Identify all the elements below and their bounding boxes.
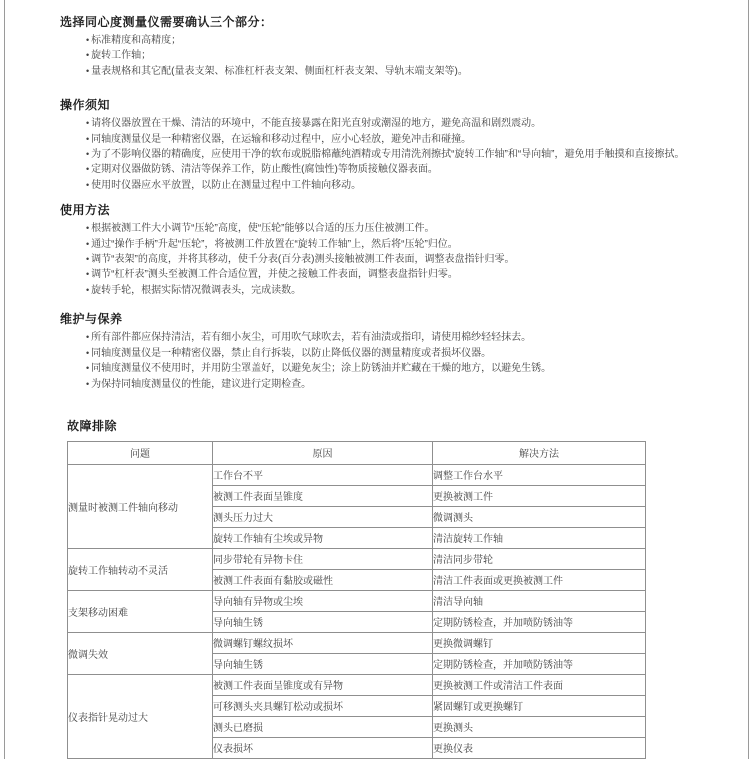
section-title: 选择同心度测量仪需要确认三个部分： [60, 15, 273, 29]
cause-cell: 可移测头夹具螺钉松动或损坏 [213, 695, 433, 716]
table-row [68, 548, 646, 569]
table-row [68, 632, 646, 653]
section-title: 使用方法 [60, 203, 111, 218]
cause-cell: 测头已磨损 [213, 716, 433, 737]
bullet-item: • 调节“表架”的高度，并将其移动，使千分表(百分表)测头接触被测工件表面，调整表盘指针归零。 [86, 252, 730, 267]
bullet-item: • 同轴度测量仪是一种精密仪器，在运输和移动过程中，应小心轻放，避免冲击和碰撞。 [86, 132, 730, 147]
cause-cell: 导向轴生锈 [213, 611, 433, 632]
solution-cell: 调整工作台水平 [433, 464, 646, 485]
bullet-item: • 同轴度测量仪是一种精密仪器，禁止自行拆装，以防止降低仪器的测量精度或者损坏仪器。 [86, 346, 730, 361]
solution-cell: 微调测头 [433, 506, 646, 527]
bullet-item: • 所有部件都应保持清洁，若有细小灰尘，可用吹气球吹去，若有油渍或指印，请使用棉纱轻轻抹去。 [86, 330, 730, 345]
bullet-item: • 旋转手轮，根据实际情况微调表头，完成读数。 [86, 283, 730, 298]
section-title: 操作须知 [60, 98, 111, 113]
table-header-row [68, 441, 646, 464]
cause-cell: 工作台不平 [213, 464, 433, 485]
bullet-item: • 通过“操作手柄”升起“压轮”，将被测工件放置在“旋转工作轴”上，然后将“压轮”归位。 [86, 237, 730, 252]
col-header-cause: 原因 [213, 441, 433, 464]
solution-cell: 更换测头 [433, 716, 646, 737]
bullet-list [60, 330, 730, 392]
col-header-problem: 问题 [68, 441, 213, 464]
section-usage [60, 202, 730, 298]
bullet-item: • 定期对仪器做防锈、清洁等保养工作，防止酸性(腐蚀性)等物质接触仪器表面。 [86, 162, 730, 177]
cause-cell: 导向轴有异物或尘埃 [213, 590, 433, 611]
bullet-item: • 调节“杠杆表”测头至被测工件合适位置，并使之接触工件表面，调整表盘指针归零。 [86, 267, 730, 282]
cause-cell: 微调螺钉螺纹损坏 [213, 632, 433, 653]
section-title: 故障排除 [67, 418, 118, 433]
table-row [68, 674, 646, 695]
col-header-solution: 解决方法 [433, 441, 646, 464]
section-operation-notes [60, 97, 730, 193]
troubleshooting-table [67, 441, 646, 759]
bullet-item: • 为保持同轴度测量仪的性能，建议进行定期检查。 [86, 377, 730, 392]
solution-cell: 更换被测工件 [433, 485, 646, 506]
solution-cell: 定期防锈检查，并加喷防锈油等 [433, 611, 646, 632]
bullet-item: • 量表规格和其它配(量表支架、标准杠杆表支架、侧面杠杆表支架、导轨末端支架等)。 [86, 64, 730, 79]
section-title: 维护与保养 [60, 312, 123, 327]
bullet-item: • 使用时仪器应水平放置，以防止在测量过程中工件轴向移动。 [86, 178, 730, 193]
bullet-item: • 标准精度和高精度； [86, 33, 730, 48]
problem-cell: 微调失效 [68, 632, 213, 674]
cause-cell: 旋转工作轴有尘埃或异物 [213, 527, 433, 548]
cause-cell: 同步带轮有异物卡住 [213, 548, 433, 569]
document-page [4, 0, 749, 759]
solution-cell: 清洁导向轴 [433, 590, 646, 611]
solution-cell: 定期防锈检查，并加喷防锈油等 [433, 653, 646, 674]
solution-cell: 更换被测工件或清洁工件表面 [433, 674, 646, 695]
problem-cell: 旋转工作轴转动不灵活 [68, 548, 213, 590]
solution-cell: 清洁工件表面或更换被测工件 [433, 569, 646, 590]
section-troubleshooting [67, 418, 730, 759]
bullet-item: • 为了不影响仪器的精确度，应使用干净的软布或脱脂棉蘸纯酒精或专用清洗剂擦拭“旋转工作轴”和“导向轴”，避免用手触摸和直接擦拭。 [86, 147, 730, 162]
section-maintenance [60, 311, 730, 392]
table-row [68, 464, 646, 485]
problem-cell: 测量时被测工件轴向移动 [68, 464, 213, 548]
document-content [5, 0, 748, 759]
bullet-item: • 根据被测工件大小调节“压轮”高度，使“压轮”能够以合适的压力压住被测工件。 [86, 221, 730, 236]
bullet-list [60, 116, 730, 193]
problem-cell: 仪表指针晃动过大 [68, 674, 213, 758]
problem-cell: 支架移动困难 [68, 590, 213, 632]
cause-cell: 导向轴生锈 [213, 653, 433, 674]
cause-cell: 被测工件表面呈锥度 [213, 485, 433, 506]
solution-cell: 清洁旋转工作轴 [433, 527, 646, 548]
solution-cell: 更换微调螺钉 [433, 632, 646, 653]
bullet-item: • 旋转工作轴； [86, 48, 730, 63]
solution-cell: 清洁同步带轮 [433, 548, 646, 569]
cause-cell: 仪表损坏 [213, 737, 433, 758]
cause-cell: 被测工件表面呈锥度或有异物 [213, 674, 433, 695]
section-selection [60, 14, 730, 79]
bullet-list [60, 221, 730, 298]
solution-cell: 更换仪表 [433, 737, 646, 758]
bullet-item: • 同轴度测量仪不使用时，并用防尘罩盖好，以避免灰尘；涂上防锈油并贮藏在干燥的地方，以避免生锈。 [86, 361, 730, 376]
bullet-item: • 请将仪器放置在干燥、清洁的环境中，不能直接暴露在阳光直射或潮湿的地方，避免高温和剧烈震动。 [86, 116, 730, 131]
bullet-list [60, 33, 730, 79]
table-row [68, 590, 646, 611]
cause-cell: 测头压力过大 [213, 506, 433, 527]
solution-cell: 紧固螺钉或更换螺钉 [433, 695, 646, 716]
cause-cell: 被测工件表面有黏胶或磁性 [213, 569, 433, 590]
